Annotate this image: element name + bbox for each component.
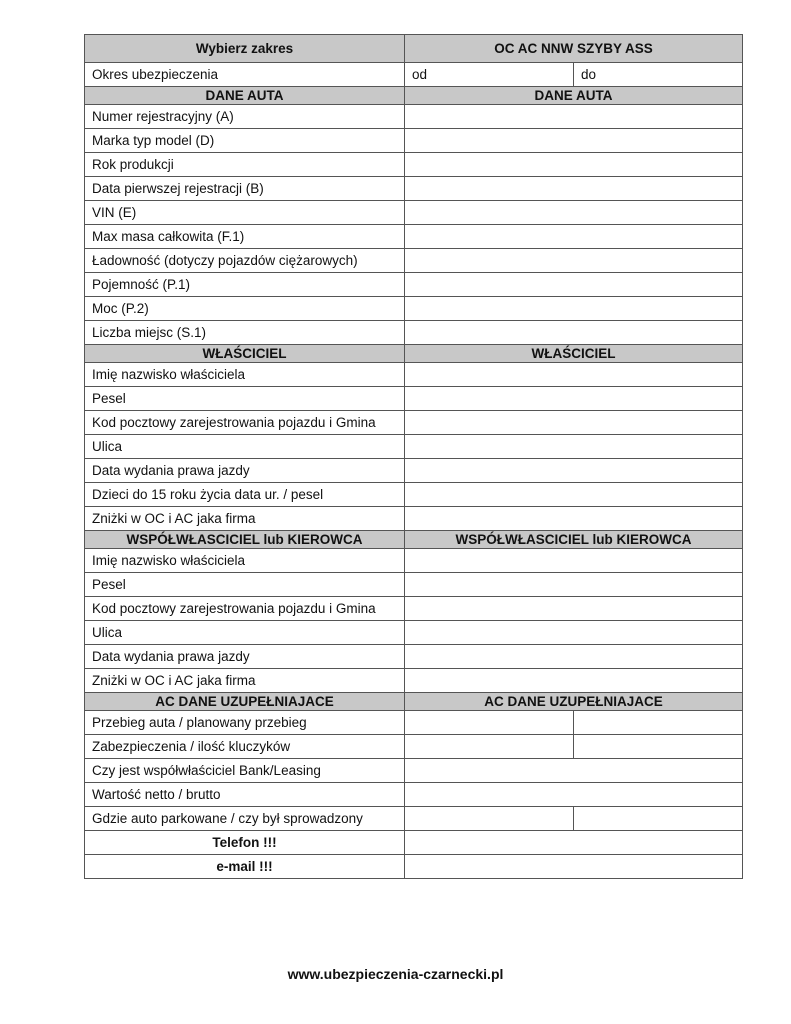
section-header-row [85,693,743,711]
field-input[interactable] [405,387,743,411]
field-input[interactable] [405,153,743,177]
form-row [85,225,743,249]
section-title-left: AC DANE UZUPEŁNIAJACE [85,693,405,711]
field-input-part-1[interactable] [405,807,574,830]
field-input[interactable] [405,225,743,249]
field-label: Liczba miejsc (S.1) [85,321,405,345]
field-input[interactable] [405,573,743,597]
field-input[interactable] [405,759,743,783]
form-row [85,387,743,411]
period-to-field[interactable]: do [581,66,597,82]
form-row [85,201,743,225]
section-header-row [85,87,743,105]
field-label: Imię nazwisko właściciela [85,549,405,573]
form-row [85,249,743,273]
form-row [85,831,743,855]
field-label: Przebieg auta / planowany przebieg [85,711,405,735]
field-label: Kod pocztowy zarejestrowania pojazdu i Gmina [85,597,405,621]
form-row [85,321,743,345]
field-label: Zniżki w OC i AC jaka firma [85,507,405,531]
field-input-part-1[interactable] [405,711,574,734]
field-label: Pojemność (P.1) [85,273,405,297]
field-input[interactable] [405,483,743,507]
field-input[interactable] [405,507,743,531]
form-row [85,645,743,669]
scope-options[interactable]: OC AC NNW SZYBY ASS [405,35,743,63]
field-label: Pesel [85,387,405,411]
field-label: Pesel [85,573,405,597]
field-input[interactable] [405,711,743,735]
field-label: Moc (P.2) [85,297,405,321]
field-label: Zabezpieczenia / ilość kluczyków [85,735,405,759]
field-input-part-2[interactable] [574,711,742,734]
form-row [85,759,743,783]
period-fields [405,63,743,87]
field-input[interactable] [405,105,743,129]
section-title-left: WSPÓŁWŁASCICIEL lub KIEROWCA [85,531,405,549]
field-label: Imię nazwisko właściciela [85,363,405,387]
field-input[interactable] [405,297,743,321]
field-input[interactable] [405,273,743,297]
field-input[interactable] [405,855,743,879]
field-input[interactable] [405,435,743,459]
field-input[interactable] [405,201,743,225]
section-title-right: WSPÓŁWŁASCICIEL lub KIEROWCA [405,531,743,549]
field-label: Ulica [85,435,405,459]
field-input[interactable] [405,549,743,573]
field-input[interactable] [405,645,743,669]
form-row [85,855,743,879]
field-label: Kod pocztowy zarejestrowania pojazdu i Gmina [85,411,405,435]
form-row [85,411,743,435]
field-label: Czy jest współwłaściciel Bank/Leasing [85,759,405,783]
form-row [85,177,743,201]
field-input[interactable] [405,411,743,435]
field-label: Ulica [85,621,405,645]
field-input[interactable] [405,321,743,345]
field-input[interactable] [405,621,743,645]
field-label: Data wydania prawa jazdy [85,459,405,483]
field-input-part-2[interactable] [574,807,742,830]
field-input[interactable] [405,783,743,807]
form-row [85,621,743,645]
period-from-field[interactable]: od [405,63,574,86]
form-row [85,507,743,531]
field-input[interactable] [405,735,743,759]
field-input[interactable] [405,597,743,621]
field-input[interactable] [405,459,743,483]
form-row [85,669,743,693]
period-label: Okres ubezpieczenia [85,63,405,87]
section-title-left: WŁAŚCICIEL [85,345,405,363]
form-row [85,483,743,507]
form-row [85,105,743,129]
form-row [85,153,743,177]
field-input-part-1[interactable] [405,735,574,758]
form-row [85,297,743,321]
field-label: Max masa całkowita (F.1) [85,225,405,249]
field-label: Gdzie auto parkowane / czy był sprowadzony [85,807,405,831]
field-input[interactable] [405,807,743,831]
form-row [85,273,743,297]
form-row [85,711,743,735]
field-label: Wartość netto / brutto [85,783,405,807]
field-input-part-2[interactable] [574,735,742,758]
field-input[interactable] [405,831,743,855]
section-title-left: DANE AUTA [85,87,405,105]
form-row [85,807,743,831]
field-label: Numer rejestracyjny (A) [85,105,405,129]
field-label: Ładowność (dotyczy pojazdów ciężarowych) [85,249,405,273]
scope-label: Wybierz zakres [85,35,405,63]
field-label: Data pierwszej rejestracji (B) [85,177,405,201]
field-label: Zniżki w OC i AC jaka firma [85,669,405,693]
field-label: Telefon !!! [85,831,405,855]
field-input[interactable] [405,363,743,387]
section-header-row [85,531,743,549]
footer-website: www.ubezpieczenia-czarnecki.pl [287,966,504,982]
form-row [85,783,743,807]
form-row [85,573,743,597]
form-row [85,363,743,387]
field-input[interactable] [405,129,743,153]
form-row [85,597,743,621]
form-row [85,129,743,153]
section-title-right: AC DANE UZUPEŁNIAJACE [405,693,743,711]
field-input[interactable] [405,669,743,693]
field-label: Dzieci do 15 roku życia data ur. / pesel [85,483,405,507]
section-title-right: DANE AUTA [405,87,743,105]
period-row [85,63,743,87]
field-input[interactable] [405,177,743,201]
section-header-row [85,345,743,363]
form-row [85,459,743,483]
field-label: Marka typ model (D) [85,129,405,153]
field-label: Data wydania prawa jazdy [85,645,405,669]
form-row [85,735,743,759]
section-title-right: WŁAŚCICIEL [405,345,743,363]
form-row [85,435,743,459]
scope-header-row [85,35,743,63]
field-label: VIN (E) [85,201,405,225]
field-label: Rok produkcji [85,153,405,177]
field-input[interactable] [405,249,743,273]
form-row [85,549,743,573]
insurance-form-table [84,34,743,879]
field-label: e-mail !!! [85,855,405,879]
